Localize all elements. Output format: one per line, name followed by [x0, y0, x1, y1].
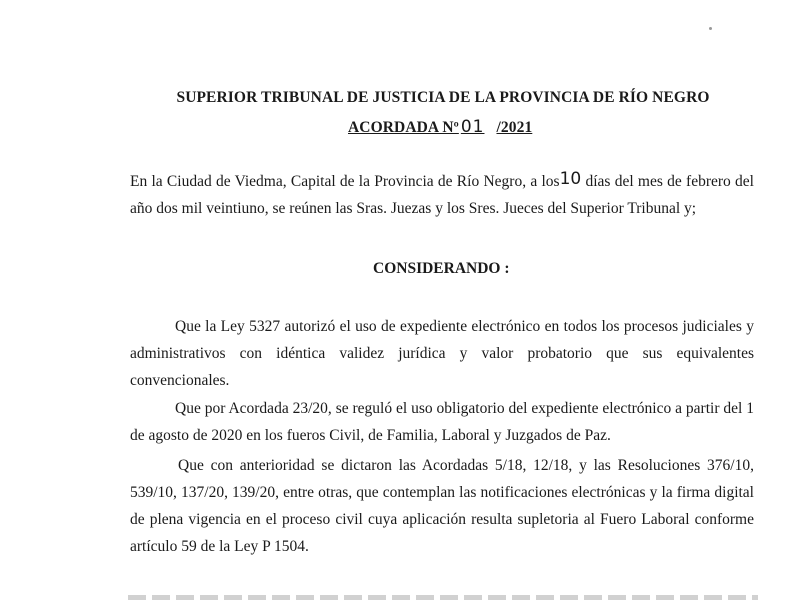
day-handwritten: 10	[559, 169, 582, 189]
next-line-cutoff	[128, 595, 758, 600]
paragraph-acordadas-resoluciones: Que con anterioridad se dictaron las Acordadas 5/18, 12/18, y las Resoluciones 376/10, 539/10, 137/20, 139/20, entre otras, que contemplan las notificaciones electrónicas y la firma digital de plena vigencia en el proceso civil cuya aplicación resulta supletoria al Fuero Laboral conforme artículo 59 de la Ley P 1504.	[130, 457, 754, 555]
paragraph-ley-5327: Que la Ley 5327 autorizó el uso de expediente electrónico en todos los procesos judiciales y administrativos con idéntica validez jurídica y valor probatorio que sus equivalentes convencionales.	[130, 318, 754, 389]
scan-speck	[709, 27, 712, 30]
considerando-heading: CONSIDERANDO :	[373, 260, 510, 277]
intro-before-day: En la Ciudad de Viedma, Capital de la Provincia de Río Negro, a los	[130, 173, 560, 190]
acordada-number-handwritten: 01	[460, 117, 485, 137]
paragraph-acordada-23-20: Que por Acordada 23/20, se reguló el uso obligatorio del expediente electrónico a partir del 1 de agosto de 2020 en los fueros Civil, de Familia, Laboral y Juzgados de Paz.	[130, 400, 754, 444]
acordada-title	[348, 117, 532, 137]
intro-paragraph	[130, 168, 754, 222]
intro-after-day: días del mes de febrero del año dos mil veintiuno, se reúnen las Sras. Juezas y los Sres. Jueces del Superior Tribunal y;	[130, 173, 754, 217]
acordada-prefix: ACORDADA Nº	[348, 119, 459, 136]
acordada-year: /2021	[496, 119, 533, 136]
institution-title: SUPERIOR TRIBUNAL DE JUSTICIA DE LA PROVINCIA DE RÍO NEGRO	[176, 89, 710, 106]
